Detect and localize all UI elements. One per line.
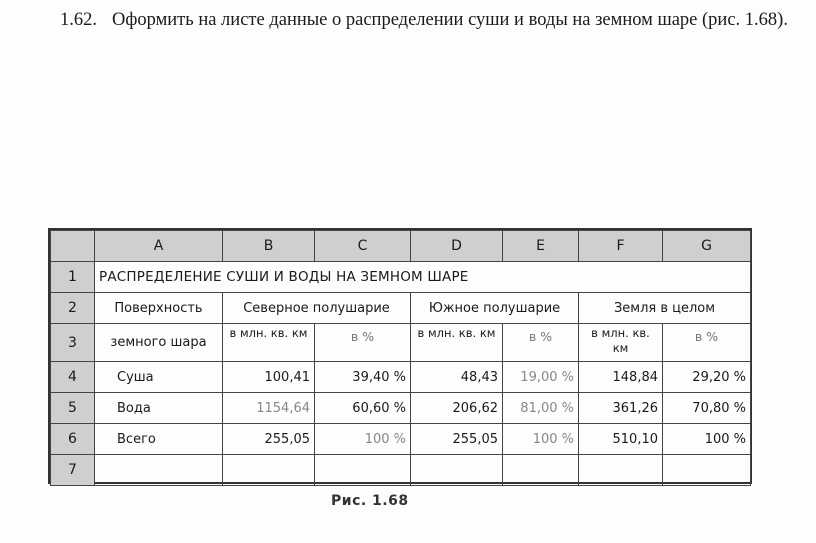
cell-d5[interactable]: 206,62 (411, 393, 503, 424)
column-header-a[interactable]: A (95, 231, 223, 262)
cell-e3-pct[interactable]: в % (503, 324, 579, 362)
cell-g7[interactable] (663, 455, 751, 486)
cell-b5[interactable]: 1154,64 (223, 393, 315, 424)
table-row (51, 424, 751, 455)
cell-f7[interactable] (579, 455, 663, 486)
column-header-c[interactable]: C (315, 231, 411, 262)
cell-f6[interactable]: 510,10 (579, 424, 663, 455)
row-header-2[interactable]: 2 (51, 293, 95, 324)
table-row (51, 393, 751, 424)
cell-b3-unit[interactable]: в млн. кв. км (223, 324, 315, 362)
figure-caption: Рис. 1.68 (331, 493, 409, 509)
cell-b4[interactable]: 100,41 (223, 362, 315, 393)
cell-g5[interactable]: 70,80 % (663, 393, 751, 424)
table-row (51, 455, 751, 486)
task-number: 1.62. (60, 10, 97, 30)
cell-e4[interactable]: 19,00 % (503, 362, 579, 393)
row-header-1[interactable]: 1 (51, 262, 95, 293)
cell-f2-earth[interactable]: Земля в целом (579, 293, 751, 324)
row-header-7[interactable]: 7 (51, 455, 95, 486)
cell-c5[interactable]: 60,60 % (315, 393, 411, 424)
cell-f4[interactable]: 148,84 (579, 362, 663, 393)
cell-f3-unit[interactable]: в млн. кв. км (579, 324, 663, 362)
cell-d2-south[interactable]: Южное полушарие (411, 293, 579, 324)
cell-a1-title[interactable]: РАСПРЕДЕЛЕНИЕ СУШИ И ВОДЫ НА ЗЕМНОМ ШАРЕ (95, 262, 751, 293)
cell-e5[interactable]: 81,00 % (503, 393, 579, 424)
table-row (51, 262, 751, 293)
spreadsheet-grid (50, 230, 751, 486)
row-header-4[interactable]: 4 (51, 362, 95, 393)
cell-a4[interactable]: Суша (95, 362, 223, 393)
cell-g3-pct[interactable]: в % (663, 324, 751, 362)
cell-e6[interactable]: 100 % (503, 424, 579, 455)
task-description: Оформить на листе данные о распределении суши и воды на земном шаре (рис. 1.68). (112, 10, 788, 30)
cell-g4[interactable]: 29,20 % (663, 362, 751, 393)
cell-a5[interactable]: Вода (95, 393, 223, 424)
cell-b2-north[interactable]: Северное полушарие (223, 293, 411, 324)
cell-c6[interactable]: 100 % (315, 424, 411, 455)
cell-c3-pct[interactable]: в % (315, 324, 411, 362)
cell-a6[interactable]: Всего (95, 424, 223, 455)
row-header-3[interactable]: 3 (51, 324, 95, 362)
cell-d6[interactable]: 255,05 (411, 424, 503, 455)
column-header-e[interactable]: E (503, 231, 579, 262)
cell-a3[interactable]: земного шара (95, 324, 223, 362)
cell-f5[interactable]: 361,26 (579, 393, 663, 424)
row-header-5[interactable]: 5 (51, 393, 95, 424)
cell-b7[interactable] (223, 455, 315, 486)
row-header-6[interactable]: 6 (51, 424, 95, 455)
spreadsheet (48, 228, 752, 484)
cell-g6[interactable]: 100 % (663, 424, 751, 455)
column-header-b[interactable]: B (223, 231, 315, 262)
column-header-g[interactable]: G (663, 231, 751, 262)
cell-d7[interactable] (411, 455, 503, 486)
cell-d4[interactable]: 48,43 (411, 362, 503, 393)
cell-b6[interactable]: 255,05 (223, 424, 315, 455)
cell-a7[interactable] (95, 455, 223, 486)
table-row (51, 324, 751, 362)
select-all-corner[interactable] (51, 231, 95, 262)
column-header-d[interactable]: D (411, 231, 503, 262)
cell-d3-unit[interactable]: в млн. кв. км (411, 324, 503, 362)
task-text-block (60, 6, 800, 34)
cell-e7[interactable] (503, 455, 579, 486)
column-header-row (51, 231, 751, 262)
cell-a2[interactable]: Поверхность (95, 293, 223, 324)
cell-c4[interactable]: 39,40 % (315, 362, 411, 393)
table-row (51, 293, 751, 324)
table-row (51, 362, 751, 393)
cell-c7[interactable] (315, 455, 411, 486)
column-header-f[interactable]: F (579, 231, 663, 262)
